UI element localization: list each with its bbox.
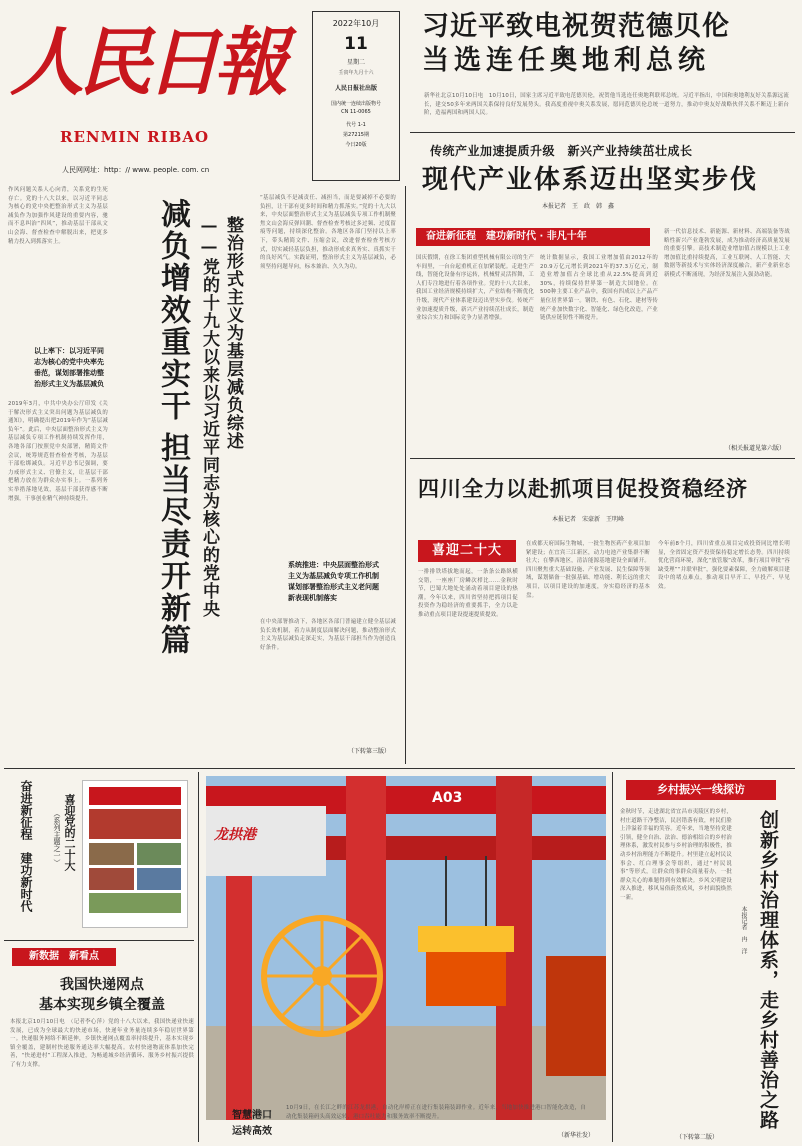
rural-story (616, 776, 798, 1146)
issue-pages: 今日20版 (345, 142, 367, 148)
main-body-col-1b: 2019年3月，中共中央办公厅印发《关于解决形式主义突出问题为基层减负的通知》，明确提出把2019年作为“基层减负年”。此后，中央层面整治形式主义为基层减负专项工作机制持续发挥作用，各地各部门按照党中央部署，精简文件会议，统筹规范督查检查考核，为基层干部松绑减负。习近平总书记强调，要力戒形式主义、官僚主义，让基层干部把精力放在为群众办实事上。一系列务实举措落地见效，基层干部获得感不断增强，干事创业精气神持续提升。 (8, 401, 108, 502)
sichuan-story (410, 462, 795, 762)
promo-vertical-1: 奋进新征程 建功新时代 (19, 780, 33, 912)
photo-caption-1: 智慧港口 (232, 1110, 272, 1121)
delivery-headline-2: 基本实现乡镇全覆盖 (39, 997, 165, 1013)
issue-lunar: 壬寅年九月十六 (338, 70, 374, 76)
main-headline-1: 减负增效重实干 (155, 198, 190, 422)
main-side-summary-2: 系统推进：中央层面整治形式主义为基层减负专项工作机制谋划部署整治形式主义老问题新表现机制落实 (288, 561, 379, 602)
industry-kicker: 传统产业加速提质升级 新兴产业持续茁壮成长 (430, 144, 693, 158)
industry-footer-note: （相关报道见第六版） (724, 445, 785, 452)
top-story (410, 10, 795, 130)
industry-headline: 现代产业体系迈出坚实步伐 (422, 165, 759, 195)
issue-serial: 国内统一连续出版物号 (330, 101, 381, 107)
main-side-summary: 以上率下：以习近平同志为核心的党中央率先垂范，谋划部署推动整治形式主义为基层减负 (34, 347, 104, 388)
issue-weekday: 星期二 (346, 59, 365, 66)
sichuan-body-col-3: 今年前8个月，四川省重点项目完成投资同比增长明显，全省固定资产投资保持稳定增长态势。四川持续优化营商环境，深化“放管服”改革，推行项目审批“容缺受理”“并联审批”，强化要素保障，全力破解项目建设中的堵点难点，推动项目早开工、早投产、早见效。 (658, 541, 790, 590)
issue-info-box (312, 11, 400, 181)
masthead-logo: 人民日報 (10, 20, 282, 106)
issue-publisher: 人民日报社出版 (334, 85, 377, 92)
top-story-headline-1: 习近平致电祝贺范德贝伦 (422, 11, 730, 42)
promo-series-label: （系列主题之一） (53, 810, 61, 866)
main-story (4, 186, 404, 766)
delivery-body: 本报北京10月10日电 （记者李心萍）党的十八大以来，我国快递业快速发展，已成为全球最大的快递市场，快递年业务量连续多年稳居世界第一。快递服务网络不断延伸，乡镇快递网点覆盖率持续提升，基本实现乡镇全覆盖，建制村快递服务通达率大幅提高。农村快递物流体系加快完善，“快递进村”工程深入推进，为畅通城乡经济循环、服务乡村振兴提供了有力支撑。 (10, 1019, 194, 1068)
issue-cn: CN 11-0065 (341, 109, 371, 115)
port-sign: 龙拱港 (214, 827, 256, 843)
issue-number: 第27215期 (343, 132, 369, 138)
industry-byline: 本报记者 王 政 韩 鑫 (542, 203, 615, 210)
rural-body-col-1: 金秋时节，走进湖北省宜昌市夷陵区的乡村，村庄道路干净整洁，民居错落有致，村民们脸上洋溢着幸福的笑容。近年来，当地坚持党建引领，健全自治、法治、德治相结合的乡村治理体系，激发村民参与乡村治理的积极性，推动乡村治理能力不断提升。村里建立起村民议事会、红白理事会等组织，通过“村民说事”等形式，让群众的事群众商量着办，一批群众关心的难题得到有效解决。乡风文明建设深入推进，移风易俗蔚然成风，乡村面貌焕然一新。 (620, 809, 732, 901)
promo-thumbnail[interactable] (82, 780, 188, 928)
main-subhead-2: ——党的十九大以来以习近平同志为核心的党中央 (199, 216, 219, 618)
main-subhead-1: 整治形式主义为基层减负综述 (223, 216, 243, 450)
sichuan-body-col-1: 一排排铁塔拔地而起，一条条公路纵横交错，一座座厂房鳞次栉比……金秋时节，巴蜀大地处处涌动着项目建设的热潮。今年以来，四川省坚持把抓项目促投资作为稳经济的重要抓手，全力以赴推动重点项目建设提速提质提效。 (418, 569, 518, 618)
sichuan-headline: 四川全力以赴抓项目促投资稳经济 (418, 476, 748, 501)
top-story-body: 新华社北京10月10日电 10月10日，国家主席习近平致电范德贝伦，祝贺他当选连任奥地利联邦总统。习近平指出，中国和奥地利友好关系源远流长，建交50多年来两国关系保持良好发展势头。我高度重视中奥关系发展，愿同范德贝伦总统一道努力，推动中奥友好战略伙伴关系不断迈上新台阶，造福两国和两国人民。 (424, 93, 789, 117)
top-story-headline-2: 当选连任奥地利总统 (422, 45, 710, 76)
main-headline-2: 担当尽责开新篇 (155, 432, 190, 656)
sichuan-banner: 喜迎二十大 (418, 540, 516, 562)
rural-byline: 本报记者 冉 洋 (740, 906, 747, 954)
port-photo-illustration (206, 776, 606, 1120)
industry-body-col-2: 统计数据显示，我国工业增加值由2012年的20.9万亿元增长到2021年的37.3万亿元，制造业增加值占全球比重从22.5%提高到近30%，持续保持世界第一制造大国地位。在500种主要工业产品中，我国有四成以上产品产量位居世界第一。钢铁、有色、石化、建材等传统产业加快数字化、智能化、绿色化改造，产业链供应链韧性不断提升。 (540, 255, 658, 322)
photo-caption-text: 10月9日，在长江之畔的江苏龙拱港，自动化岸桥正在进行集装箱装卸作业。近年来，当地加快推进港口智能化改造，自动化集装箱码头高效运转，港口吞吐能力和服务效率不断提升。 (286, 1105, 586, 1120)
industry-body-col-3: 新一代信息技术、新能源、新材料、高端装备等战略性新兴产业蓬勃发展，成为推动经济高质量发展的重要引擎。高技术制造业增加值占规模以上工业增加值比重持续提高，工业互联网、人工智能、大数据等新技术与实体经济深度融合，新产业新业态新模式不断涌现，为经济发展注入强劲动能。 (664, 229, 790, 278)
issue-code: 代号 1-1 (346, 122, 366, 128)
photo-caption-2: 运转高效 (232, 1126, 272, 1137)
photo-caption (206, 1100, 606, 1146)
main-body-col-2b: 在中央部署推动下，各地区各部门普遍建立健全基层减负长效机制，着力从制度层面解决问题，推动整治形式主义为基层减负走深走实，为基层干部担当作为创造良好条件。 (260, 619, 396, 651)
promo-block (4, 774, 194, 934)
rural-banner: 乡村振兴一线探访 (626, 780, 776, 800)
rural-footer-note: （下转第二版） (676, 1134, 719, 1141)
delivery-story (4, 944, 200, 1146)
crane-code: A03 (432, 790, 463, 806)
industry-body-col-1: 国庆假期，在徐工集团重型机械有限公司的生产车间里，一台台起重机正在加紧装配。走进生产线，智能化设备有序运转，机械臂灵活挥舞，工人们专注地进行着各项作业。党的十八大以来，我国工业经济规模持续扩大，产业结构不断优化升级，现代产业体系建设迈出坚实步伐。传统产业加速提质升级，新兴产业持续茁壮成长，制造业综合实力和国际竞争力显著增强。 (416, 255, 534, 322)
rural-headline: 创新乡村治理体系，走乡村善治之路 (757, 810, 779, 1130)
main-body-col-1: 作风问题关系人心向背，关系党的生死存亡。党的十八大以来，以习近平同志为核心的党中央把整治形式主义为基层减负作为加强作风建设的重要内容，驰而不息纠治“四风”，推动基层干部从文山会海、督查检查中解脱出来，把更多精力投入到抓落实上。 (8, 187, 108, 245)
main-body-col-2: “基层减负不是减责任、减担当，而是要减掉不必要的负担，让干部有更多时间和精力抓落实。”党的十九大以来，中央层面整治形式主义为基层减负专项工作机制聚焦文山会海反弹回潮、督查检查考核过多过频、过度留痕等问题，持续深化整治。各地区各部门坚持以上率下，带头精简文件、压缩会议，改进督查检查考核方式，切实减轻基层负担，推动形成求真务实、真抓实干的良好风气。实践证明，整治形式主义为基层减负，必须坚持问题导向，标本兼治、久久为功。 (260, 195, 396, 270)
issue-day: 11 (344, 34, 368, 54)
sichuan-body-col-2: 在成都天府国际生物城，一批生物医药产业项目加紧建设；在宜宾三江新区，动力电池产业集群不断壮大；在攀西地区，清洁能源基地建设全面铺开。四川聚焦重大基础设施、产业发展、民生保障等领域，谋划储备一批强基础、增功能、利长远的重大项目，以项目建设的加速度，夯实稳经济的基本盘。 (526, 541, 650, 599)
masthead-romanized: RENMIN RIBAO (60, 128, 210, 146)
industry-story (410, 136, 795, 456)
industry-banner: 奋进新征程 建功新时代 · 非凡十年 (416, 228, 650, 246)
port-photo[interactable] (206, 776, 606, 1120)
delivery-headline-1: 我国快递网点 (60, 977, 144, 993)
masthead (0, 0, 310, 180)
issue-date: 2022年10月 (332, 19, 380, 28)
main-footer-note: （下转第三版） (348, 748, 391, 755)
delivery-banner: 新数据 新看点 (12, 948, 116, 966)
promo-vertical-2: 喜迎党的二十大 (63, 794, 76, 871)
sichuan-byline: 本报记者 宋豪新 王明峰 (552, 516, 625, 523)
photo-credit: （新华社发） (557, 1132, 594, 1139)
website-label: 人民网网址：http：// www. people. com. cn (62, 166, 210, 174)
